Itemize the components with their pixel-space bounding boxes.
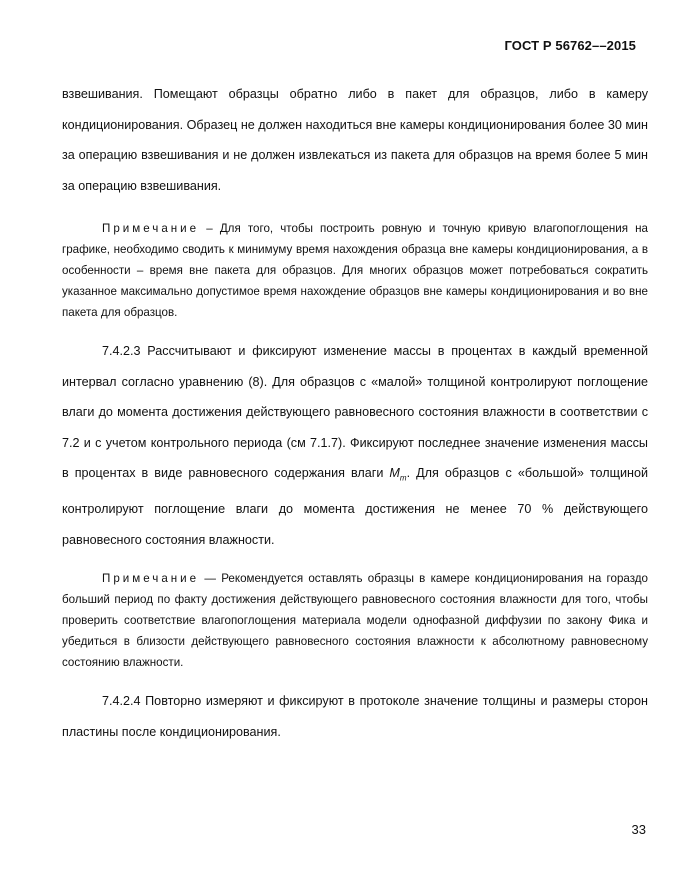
paragraph-weighing-text: взвешивания. Помещают образцы обратно либо в пакет для образцов, либо в камеру кондиционирования. Образец не должен находиться вне камеры кондиционирования более 30 мин за операцию взвешивания и не должен извлекаться из пакета для образцов на время более 5 мин за операцию взвешивания.: [62, 87, 648, 193]
note-1-text: – Для того, чтобы построить ровную и точную кривую влагопоглощения на графике, необходимо сводить к минимуму время нахождения образца вне камеры кондиционирования, а в особенности – время вне пакета для образцов. Для многих образцов может потребоваться сократить указанное максимально допустимое время нахождение образцов вне камеры кондиционирования и во вне пакета для образцов.: [62, 222, 648, 319]
clause-7-4-2-4: [62, 686, 648, 747]
document-code: ГОСТ Р 56762––2015: [504, 38, 636, 53]
clause-7-4-2-3-text-1: 7.4.2.3 Рассчитывают и фиксируют изменение массы в процентах в каждый временной интервал согласно уравнению (8). Для образцов с «малой» толщиной контролируют поглощение влаги до момента достижения действующего равновесного состояния влажности в соответствии с 7.2 и с учетом контрольного периода (см 7.1.7). Фиксируют последнее значение изменения массы в процентах в виде равновесного содержания влаги: [62, 344, 648, 480]
note-1: [62, 218, 648, 323]
note-2: [62, 568, 648, 673]
clause-7-4-2-3-text-2: . Для образцов с «большой» толщиной контролируют поглощение влаги до момента достижения не менее 70 % действующего равновесного состояния влажности.: [62, 466, 648, 547]
clause-7-4-2-4-text: 7.4.2.4 Повторно измеряют и фиксируют в протоколе значение толщины и размеры сторон пластины после кондиционирования.: [62, 694, 648, 739]
note-2-text: — Рекомендуется оставлять образцы в камере кондиционирования на гораздо больший период по факту достижения действующего равновесного состояния влажности для того, чтобы проверить соответствие влагопоглощения материала модели однофазной диффузии по закону Фика и убедиться в близости действующего равновесного состояния влажности к абсолютному равновесному состоянию влажности.: [62, 572, 648, 669]
note-2-label: Примечание: [102, 572, 200, 585]
symbol-mm: $M_m$: [389, 466, 407, 483]
note-1-label: Примечание: [102, 222, 200, 235]
page-number: 33: [631, 822, 646, 837]
paragraph-weighing: [62, 79, 648, 201]
clause-7-4-2-3: [62, 336, 648, 555]
